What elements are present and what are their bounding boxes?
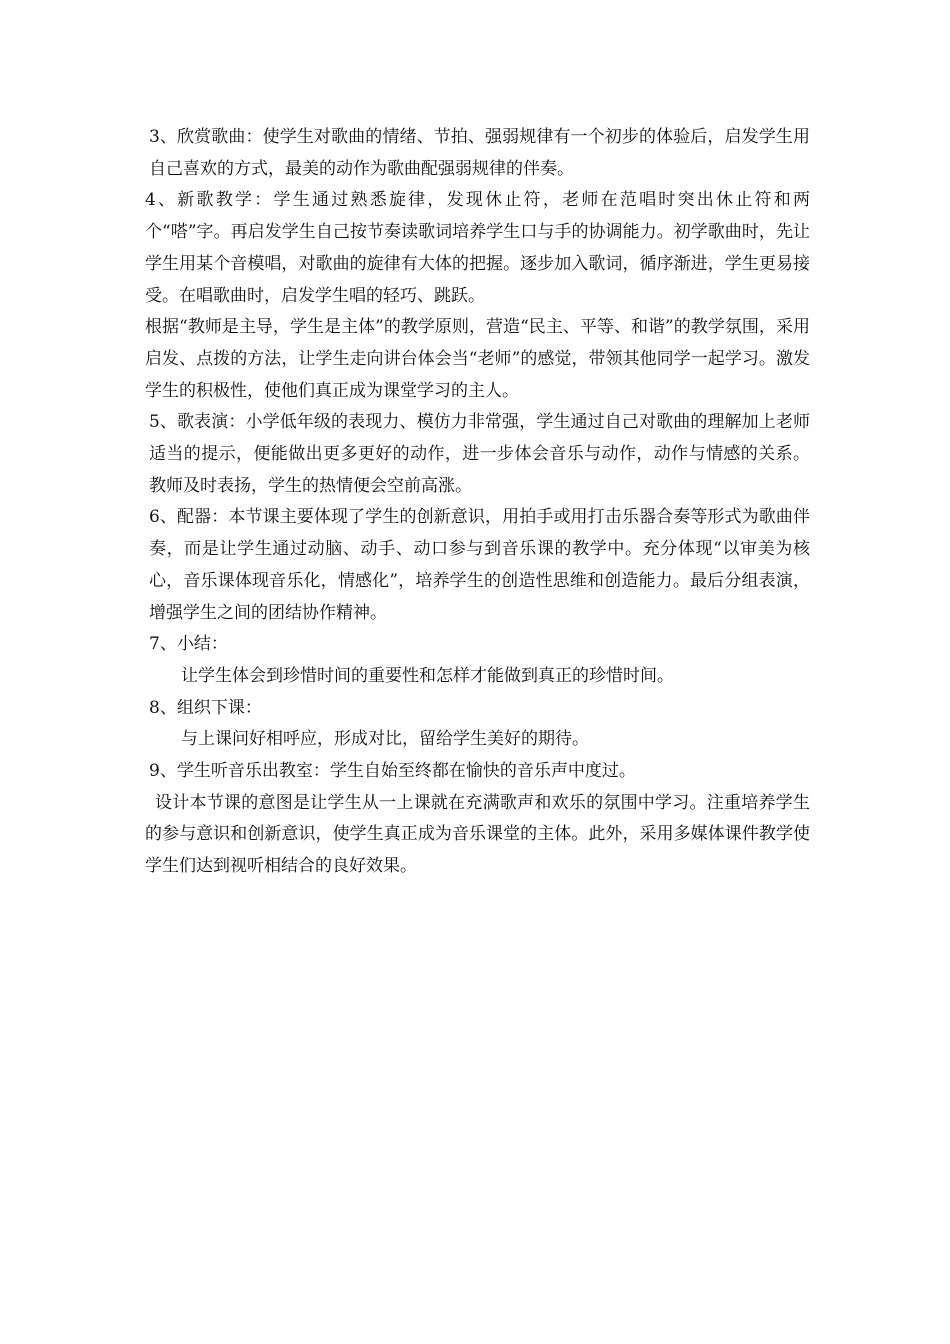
paragraph-step-8-heading: 8、组织下课： (149, 697, 262, 718)
paragraph-principle: 根据“教师是主导，学生是主体”的教学原则，营造“民主、平等、和谐”的教学氛围，采用启发、点拨的方法，让学生走向讲台体会当“老师”的感觉，带领其他同学一起学习。激发学生的积极性，使他们真正成为课堂学习的主人。 (145, 317, 810, 401)
paragraph-step-9: 9、学生听音乐出教室：学生自始至终都在愉快的音乐声中度过。 (149, 761, 636, 782)
paragraph-step-7-body: 让学生体会到珍惜时间的重要性和怎样才能做到真正的珍惜时间。 (181, 665, 674, 686)
paragraph-step-7-heading: 7、小结： (149, 634, 228, 655)
paragraph-step-3: 3、欣赏歌曲：使学生对歌曲的情绪、节拍、强弱规律有一个初步的体验后，启发学生用自己喜欢的方式，最美的动作为歌曲配强弱规律的伴奏。 (149, 127, 810, 179)
document-body (145, 122, 810, 883)
paragraph-design-intent: 设计本节课的意图是让学生从一上课就在充满歌声和欢乐的氛围中学习。注重培养学生的参与意识和创新意识，使学生真正成为音乐课堂的主体。此外，采用多媒体课件教学使学生们达到视听相结合的良好效果。 (145, 792, 810, 877)
paragraph-step-4: 4、新歌教学：学生通过熟悉旋律，发现休止符，老师在范唱时突出休止符和两个“嗒”字。再启发学生自己按节奏读歌词培养学生口与手的协调能力。初学歌曲时，先让学生用某个音模唱，对歌曲的旋律有大体的把握。逐步加入歌词，循序渐进，学生更易接受。在唱歌曲时，启发学生唱的轻巧、跳跃。 (145, 190, 810, 306)
paragraph-step-6: 6、配器：本节课主要体现了学生的创新意识，用拍手或用打击乐器合奏等形式为歌曲伴奏，而是让学生通过动脑、动手、动口参与到音乐课的教学中。充分体现“以审美为核心，音乐课体现音乐化，情感化”，培养学生的创造性思维和创造能力。最后分组表演，增强学生之间的团结协作精神。 (149, 507, 810, 623)
paragraph-step-8-body: 与上课问好相呼应，形成对比，留给学生美好的期待。 (181, 729, 589, 750)
paragraph-step-5: 5、歌表演：小学低年级的表现力、模仿力非常强，学生通过自己对歌曲的理解加上老师适当的提示，便能做出更多更好的动作，进一步体会音乐与动作，动作与情感的关系。教师及时表扬，学生的热情便会空前高涨。 (149, 412, 810, 496)
